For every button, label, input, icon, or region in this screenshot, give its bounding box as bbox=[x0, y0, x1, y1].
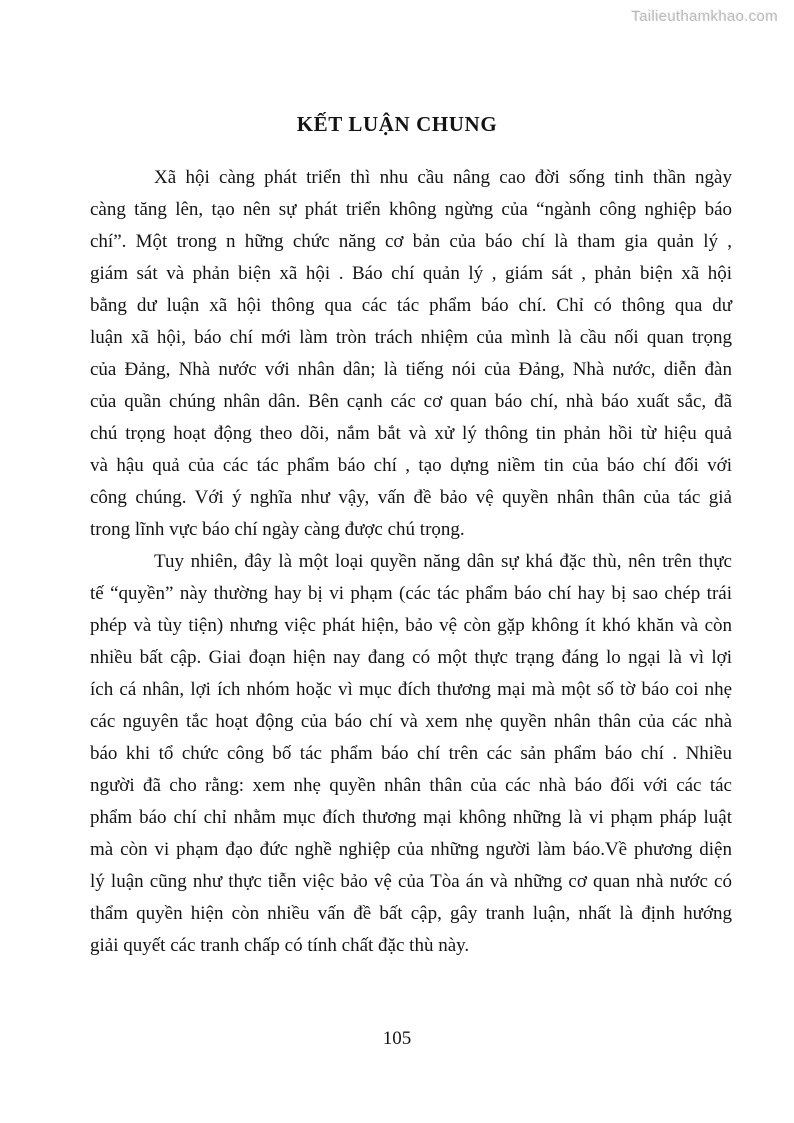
page-number: 105 bbox=[382, 1028, 412, 1049]
text-line: bằng dư luận xã hội thông qua các tác phẩm báo chí. Chỉ có thông qua dư bbox=[90, 295, 732, 316]
text-line: phẩm báo chí chỉ nhằm mục đích thương mại không những là vi phạm pháp luật bbox=[90, 807, 732, 828]
text-line: và hậu quả của các tác phẩm báo chí , tạo dựng niềm tin của báo chí đối với bbox=[90, 455, 732, 476]
text-line: thẩm quyền hiện còn nhiều vấn đề bất cập, gây tranh luận, nhất là định hướng bbox=[90, 903, 732, 924]
text-line: công chúng. Với ý nghĩa như vậy, vấn đề bảo vệ quyền nhân thân của tác giả bbox=[90, 487, 732, 508]
text-line: giải quyết các tranh chấp có tính chất đặc thù này. bbox=[90, 935, 470, 956]
text-line: báo khi tổ chức công bố tác phẩm báo chí trên các sản phẩm báo chí . Nhiều bbox=[90, 743, 732, 764]
text-line: nhiều bất cập. Giai đoạn hiện nay đang có một thực trạng đáng lo ngại là vì lợi bbox=[90, 647, 732, 668]
text-line: phép và tùy tiện) nhưng việc phát hiện, bảo vệ còn gặp không ít khó khăn và còn bbox=[90, 615, 732, 636]
text-line: ích cá nhân, lợi ích nhóm hoặc vì mục đích thương mại mà một số tờ báo coi nhẹ bbox=[90, 679, 732, 700]
text-line: càng tăng lên, tạo nên sự phát triển không ngừng của “ngành công nghiệp báo bbox=[90, 199, 732, 220]
text-line: chí”. Một trong n hững chức năng cơ bản của báo chí là tham gia quản lý , bbox=[90, 231, 732, 252]
text-line: của quần chúng nhân dân. Bên cạnh các cơ quan báo chí, nhà báo xuất sắc, đã bbox=[90, 391, 732, 412]
text-line: lý luận cũng như thực tiễn việc bảo vệ của Tòa án và những cơ quan nhà nước có bbox=[90, 871, 732, 892]
text-line: người đã cho rằng: xem nhẹ quyền nhân thân của các nhà báo đối với các tác bbox=[90, 775, 732, 796]
text-line: Tuy nhiên, đây là một loại quyền năng dân sự khá đặc thù, nên trên thực bbox=[154, 551, 732, 572]
text-line: tế “quyền” này thường hay bị vi phạm (các tác phẩm báo chí hay bị sao chép trái bbox=[90, 583, 732, 604]
text-line: chú trọng hoạt động theo dõi, nắm bắt và xử lý thông tin phản hồi từ hiệu quả bbox=[90, 423, 732, 444]
text-line: các nguyên tắc hoạt động của báo chí và xem nhẹ quyền nhân thân của các nhà bbox=[90, 711, 732, 732]
text-line: giám sát và phản biện xã hội . Báo chí quản lý , giám sát , phản biện xã hội bbox=[90, 263, 732, 284]
site-watermark: Tailieuthamkhao.com bbox=[631, 8, 778, 25]
text-line: của Đảng, Nhà nước với nhân dân; là tiếng nói của Đảng, Nhà nước, diễn đàn bbox=[90, 359, 732, 380]
page-title: KẾT LUẬN CHUNG bbox=[296, 112, 498, 136]
text-line: mà còn vi phạm đạo đức nghề nghiệp của những người làm báo.Về phương diện bbox=[90, 839, 732, 860]
text-line: trong lĩnh vực báo chí ngày càng được chú trọng. bbox=[90, 519, 465, 540]
text-line: Xã hội càng phát triển thì nhu cầu nâng cao đời sống tinh thần ngày bbox=[154, 167, 732, 188]
document-body bbox=[90, 162, 732, 962]
text-line: luận xã hội, báo chí mới làm tròn trách nhiệm của mình là cầu nối quan trọng bbox=[90, 327, 732, 348]
